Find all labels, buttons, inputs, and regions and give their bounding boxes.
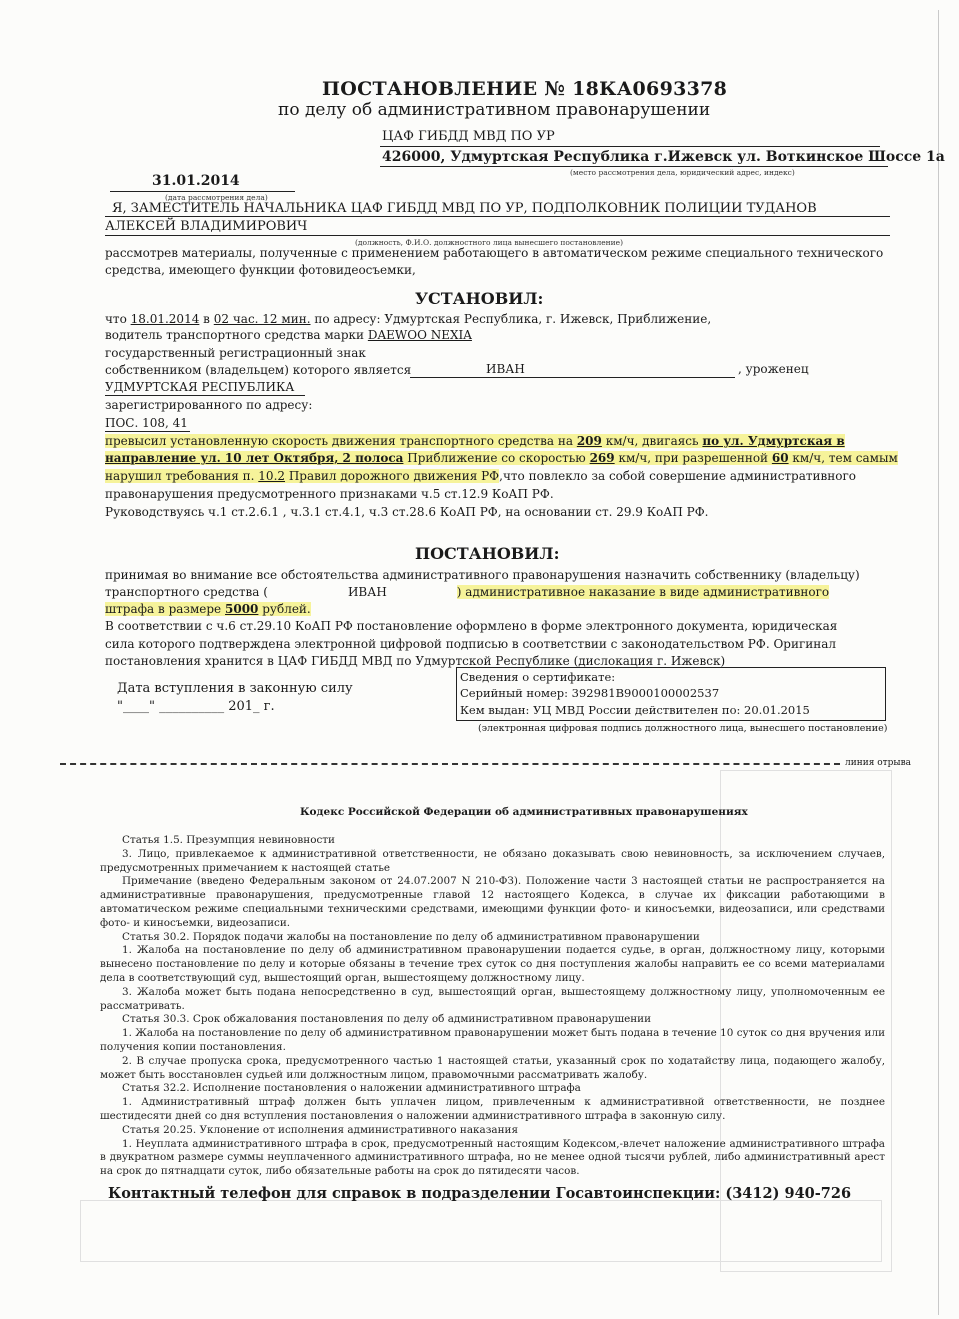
law-paragraph: Примечание (введено Федеральным законом от 24.07.2007 N 210-ФЗ). Положение части 3 настоящей статьи не распространяется на административные правонарушения, предусмотренные главой 12 настоящего Кодекса, в случае их фиксации работающими в автоматическом режиме специальными техническими средствами, имеющими функции фото- и киносъемки, видеозаписи, или средствами фото- и киносъемки, видеозаписи. xyxy=(100,875,885,929)
contact-phone: Контактный телефон для справок в подразделении Госавтоинспекции: (3412) 940-726 xyxy=(108,1185,852,1202)
native-label: , уроженец xyxy=(738,362,809,376)
region-underline xyxy=(105,395,305,396)
established-heading: УСТАНОВИЛ: xyxy=(415,289,544,308)
law-paragraph: 1. Жалоба на постановление по делу об административном правонарушении может быть подана в течение 10 суток со дня вручения или получения копии постановления. xyxy=(100,1027,885,1053)
certificate-title: Сведения о сертификате: xyxy=(460,670,616,684)
tear-line xyxy=(60,763,840,765)
certificate-issuer: Кем выдан: УЦ МВД России действителен по: 20.01.2015 xyxy=(460,703,810,717)
date-underline xyxy=(110,191,295,192)
law-paragraph: Статья 1.5. Презумпция невиновности xyxy=(122,834,335,846)
agency-name: ЦАФ ГИБДД МВД ПО УР xyxy=(382,129,555,144)
law-paragraph: 1. Жалоба на постановление по делу об административном правонарушении подается судье, в орган, должностному лицу, которыми вынесено постановление по делу и которые обязаны в течение трех суток со дня поступления жалобы направить ее со всеми материалами дела в соответствующий суд, вышестоящий орган, вышестоящему должностному лицу. xyxy=(100,944,885,984)
pos-underline xyxy=(105,431,190,432)
law-heading: Кодекс Российской Федерации об административных правонарушениях xyxy=(300,806,748,818)
document-title: ПОСТАНОВЛЕНИЕ № 18КА0693378 xyxy=(322,78,728,100)
intro-line-2: средства, имеющего функции фотовидеосъемки, xyxy=(105,263,416,277)
law-paragraph: 1. Административный штраф должен быть уплачен лицом, привлеченным к административной ответственности, не позднее шестидесяти дней со дня вступления постановления о наложении административного штрафа в законную силу. xyxy=(100,1096,885,1122)
established-line-4-prefix: собственником (владельцем) которого является xyxy=(105,363,412,377)
resolved-line-2: транспортного средства ( ИВАН ) административное наказание в виде административного xyxy=(105,585,830,599)
official-underline-1 xyxy=(105,216,890,217)
established-line-1: что 18.01.2014 в 02 час. 12 мин. по адресу: Удмуртская Республика, г. Ижевск, Приближение, xyxy=(105,312,712,326)
agency-address: 426000, Удмуртская Республика г.Ижевск ул. Воткинское Шоссе 1а xyxy=(382,149,945,165)
resolved-heading: ПОСТАНОВИЛ: xyxy=(415,544,560,563)
official-underline-2 xyxy=(105,235,890,236)
owner-underline xyxy=(410,377,735,378)
certificate-caption: (электронная цифровая подпись должностного лица, вынесшего постановление) xyxy=(478,723,888,734)
law-paragraph: 3. Жалоба может быть подана непосредственно в суд, вышестоящий орган, вышестоящему должностному лицу, уполномоченным ее рассматривать. xyxy=(100,985,885,1012)
official-line-2: АЛЕКСЕЙ ВЛАДИМИРОВИЧ xyxy=(105,219,308,234)
violation-line-5: Руководствуясь ч.1 ст.2.6.1 , ч.3.1 ст.4.1, ч.3 ст.28.6 КоАП РФ, на основании ст. 29.9 КоАП РФ. xyxy=(105,505,709,519)
document-subtitle: по делу об административном правонарушении xyxy=(278,100,711,120)
official-caption: (должность, Ф.И.О. должностного лица вынесшего постановление) xyxy=(355,238,624,247)
certificate-serial: Серийный номер: 392981B9000100002537 xyxy=(460,686,720,700)
registered-label: зарегистрированного по адресу: xyxy=(105,398,313,412)
official-line-1: Я, ЗАМЕСТИТЕЛЬ НАЧАЛЬНИКА ЦАФ ГИБДД МВД ПО УР, ПОДПОЛКОВНИК ПОЛИЦИИ ТУДАНОВ xyxy=(112,201,817,216)
violation-line-4: правонарушения предусмотренного признаками ч.5 ст.12.9 КоАП РФ. xyxy=(105,487,554,501)
intro-line-1: рассмотрев материалы, полученные с применением работающего в автоматическом режиме специального технического xyxy=(105,246,884,260)
owner-name: ИВАН xyxy=(486,362,525,376)
address-caption: (место рассмотрения дела, юридический адрес, индекс) xyxy=(570,168,795,177)
violation-line-2: направление ул. 10 лет Октября, 2 полоса Приближение со скоростью 269 км/ч, при разрешенной 60 км/ч, тем самым xyxy=(105,451,898,465)
resolved-line-1: принимая во внимание все обстоятельства административного правонарушения назначить собственнику (владельцу) xyxy=(105,568,860,582)
decision-date: 31.01.2014 xyxy=(152,173,240,189)
address-underline xyxy=(380,166,888,167)
law-paragraph: 3. Лицо, привлекаемое к административной ответственности, не обязано доказывать свою невиновность, за исключением случаев, предусмотренных примечанием к настоящей статье xyxy=(100,847,885,874)
certificate-box xyxy=(456,667,886,721)
established-line-2: водитель транспортного средства марки DAEWOO NEXIA xyxy=(105,328,472,342)
page-edge xyxy=(938,10,949,1315)
established-line-3: государственный регистрационный знак xyxy=(105,346,366,360)
effective-date-label: Дата вступления в законную силу xyxy=(117,681,353,696)
violation-line-1: превысил установленную скорость движения транспортного средства на 209 км/ч, двигаясь по ул. Удмуртская в xyxy=(105,434,845,448)
law-paragraph: Статья 32.2. Исполнение постановления о наложении административного штрафа xyxy=(122,1082,581,1095)
resolved-line-5: сила которого подтверждена электронной цифровой подписью в соответствии с законодательством РФ. Оригинал xyxy=(105,637,837,651)
law-paragraph: 1. Неуплата административного штрафа в срок, предусмотренный настоящим Кодексом,-влечет наложение административного штрафа в двукратном размере суммы неуплаченного административного штрафа, но не менее одной тысячи рублей, либо административный арест на срок до пятнадцати суток, либо обязательные работы на срок до пятидесяти часов. xyxy=(100,1137,885,1178)
law-paragraph: Статья 30.3. Срок обжалования постановления по делу об административном правонарушении xyxy=(122,1013,652,1026)
tear-line-label: линия отрыва xyxy=(845,758,912,768)
resolved-line-3: штрафа в размере 5000 рублей. xyxy=(105,602,311,616)
birth-region: УДМУРТСКАЯ РЕСПУБЛИКА xyxy=(105,380,295,394)
violation-line-3: нарушил требования п. 10.2 Правил дорожного движения РФ,что повлекло за собой совершение административного xyxy=(105,469,857,483)
resolved-line-6: постановления хранится в ЦАФ ГИБДД МВД по Удмуртской Республике (дислокация г. Ижевск) xyxy=(105,654,726,668)
law-paragraph: Статья 30.2. Порядок подачи жалобы на постановление по делу об административном правонарушении xyxy=(122,930,700,943)
law-paragraph: Статья 20.25. Уклонение от исполнения административного наказания xyxy=(122,1123,519,1136)
date-caption: (дата рассмотрения дела) xyxy=(165,193,268,202)
law-excerpt xyxy=(100,834,885,1179)
resolved-line-4: В соответствии с ч.6 ст.29.10 КоАП РФ постановление оформлено в форме электронного документа, юридическая xyxy=(105,619,838,633)
showthrough-table xyxy=(80,1200,882,1262)
agency-underline xyxy=(380,146,880,147)
address-pos: ПОС. 108, 41 xyxy=(105,416,188,430)
law-paragraph: 2. В случае пропуска срока, предусмотренного частью 1 настоящей статьи, указанный срок по ходатайству лица, подающего жалобу, может быть восстановлен судьей или должностным лицом, правомочными рассматривать жалобу. xyxy=(100,1054,885,1081)
effective-date-blank: "____" __________ 201_ г. xyxy=(117,699,275,714)
